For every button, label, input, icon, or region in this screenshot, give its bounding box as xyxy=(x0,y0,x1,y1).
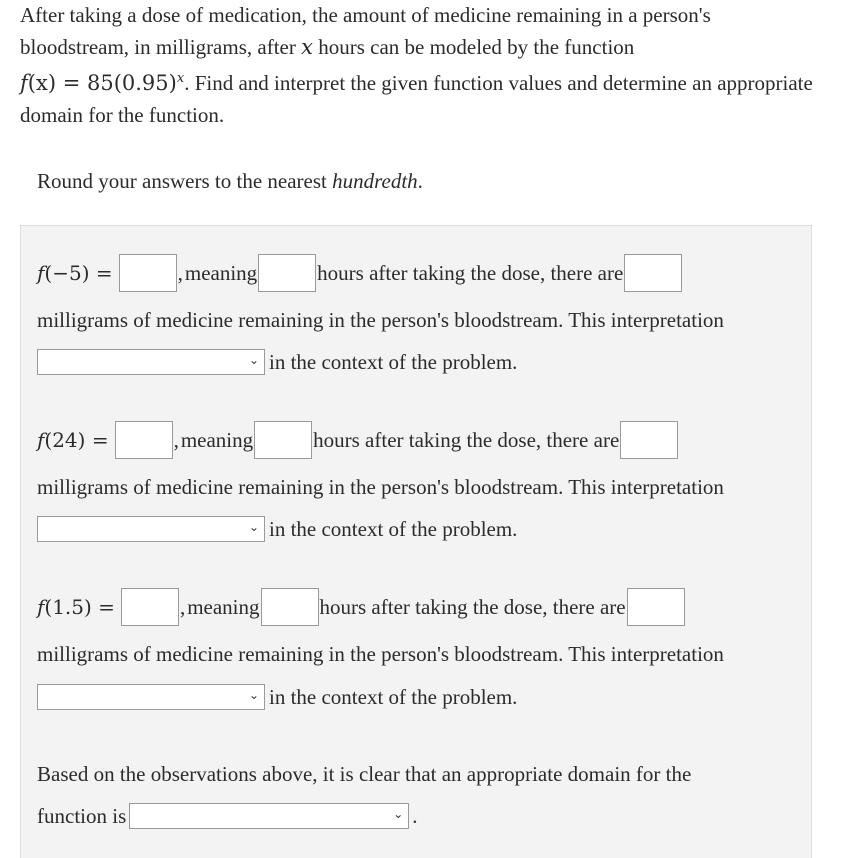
rounding-instruction: Round your answers to the nearest hundredth. xyxy=(37,169,423,193)
chevron-down-icon: ⌄ xyxy=(248,688,259,702)
q2-interpretation-select[interactable] xyxy=(37,516,265,542)
meaning-label: meaning xyxy=(184,260,258,285)
meaning-label: meaning xyxy=(180,427,254,452)
chevron-down-icon: ⌄ xyxy=(248,520,259,534)
q1-mg-input[interactable] xyxy=(624,254,682,292)
chevron-down-icon: ⌄ xyxy=(393,807,404,821)
q2-value-input[interactable] xyxy=(115,421,173,459)
hours-text: hours after taking the dose, there are xyxy=(313,427,620,452)
meaning-label: meaning xyxy=(187,594,260,619)
q3-interpretation-select[interactable] xyxy=(37,684,265,710)
domain-question-line-2: function is ⌄ . xyxy=(37,803,418,828)
intro-text-1: After taking a dose of medication, the amount of medicine remaining in a person's bloodstream, in milligrams, after xyxy=(20,3,711,59)
problem-statement xyxy=(20,0,820,131)
question-1-line-3: ⌄ in the context of the problem. xyxy=(37,341,517,383)
q3-value-input[interactable] xyxy=(121,588,179,626)
question-2-line-3: ⌄ in the context of the problem. xyxy=(37,508,517,550)
function-value-label: f(1.5) = xyxy=(37,595,115,619)
function-definition: $f(x) = 85(0.95)^x$ xyxy=(20,71,185,95)
question-2-line-2: milligrams of medicine remaining in the person's bloodstream. This interpretation xyxy=(37,474,724,499)
intro-text-3: . Find and interpret the given function values and determine an appropriate domain for the function. xyxy=(20,71,813,127)
question-3-line-1: f(1.5) = , meaning hours after taking the dose, there are xyxy=(37,586,685,628)
q2-hours-input[interactable] xyxy=(254,421,312,459)
function-value-label: f(24) = xyxy=(37,428,109,452)
question-3-line-2: milligrams of medicine remaining in the person's bloodstream. This interpretation xyxy=(37,641,724,666)
domain-select[interactable] xyxy=(129,803,409,829)
chevron-down-icon: ⌄ xyxy=(248,353,259,367)
hours-text: hours after taking the dose, there are xyxy=(319,594,626,619)
q2-mg-input[interactable] xyxy=(620,421,678,459)
q3-hours-input[interactable] xyxy=(261,588,319,626)
q1-hours-input[interactable] xyxy=(258,254,316,292)
domain-question-line-1: Based on the observations above, it is clear that an appropriate domain for the xyxy=(37,761,692,786)
question-3-line-3: ⌄ in the context of the problem. xyxy=(37,676,517,718)
hours-text: hours after taking the dose, there are xyxy=(317,260,624,285)
function-value-label: f(−5) = xyxy=(37,261,113,285)
question-1-line-2: milligrams of medicine remaining in the person's bloodstream. This interpretation xyxy=(37,307,724,332)
question-1-line-1: f(−5) = , meaning hours after taking the dose, there are xyxy=(37,252,682,294)
variable-x: x xyxy=(301,34,313,59)
intro-text-2: hours can be modeled by the function xyxy=(318,34,635,59)
q1-interpretation-select[interactable] xyxy=(37,349,265,375)
question-2-line-1: f(24) = , meaning hours after taking the dose, there are xyxy=(37,419,678,461)
q3-mg-input[interactable] xyxy=(627,588,685,626)
q1-value-input[interactable] xyxy=(119,254,177,292)
